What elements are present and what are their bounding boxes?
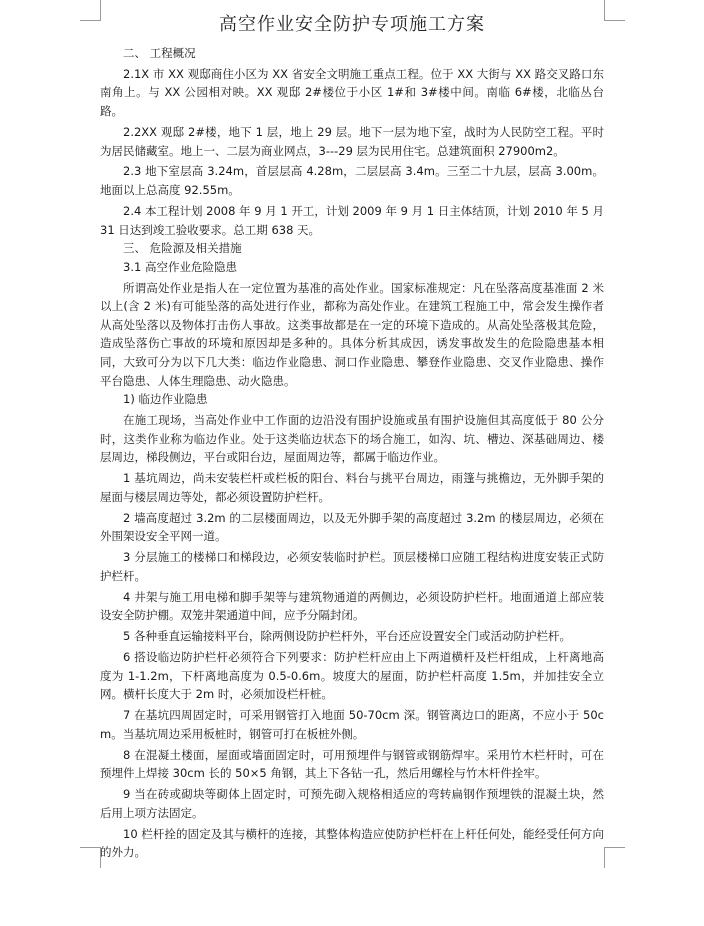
crop-mark-top-left (80, 0, 101, 21)
list-item-10: 10 栏杆拴的固定及其与横杆的连接，其整体构造应使防护栏杆在上杆任何处，能经受任何方向的外力。 (100, 826, 604, 860)
paragraph-definition: 所谓高处作业是指人在一定位置为基准的高处作业。国家标准规定：凡在坠落高度基准面 2 米以上(含 2 米)有可能坠落的高处进行作业，都称为高处作业。在建筑工程施工中，常会发生操作者从高处坠落以及物体打击伤人事故。这类事故都是在一定的环境下造成的。从高处坠落极其危险，造成坠落伤亡事故的环境和原因却是多种的。具体分析其成因，诱发事故发生的危险隐患基本相同，大致可分为以下几大类：临边作业隐患、洞口作业隐患、攀登作业隐患、交叉作业隐患、操作平台隐患、人体生理隐患、动火隐患。 (100, 280, 604, 388)
list-item-9: 9 当在砖或砌块等砌体上固定时，可预先砌入规格相适应的弯转扁钢作预埋铁的混凝土块，然后用上项方法固定。 (100, 787, 604, 820)
paragraph-2-3: 2.3 地下室层高 3.24m，首层层高 4.28m，二层层高 3.4m。三至二十九层，层高 3.00m。地面以上总高度 92.55m。 (100, 164, 604, 198)
crop-mark-top-right (604, 0, 625, 21)
list-item-1: 1 基坑周边，尚未安装栏杆或栏板的阳台、料台与挑平台周边，雨篷与挑檐边，无外脚手架的屋面与楼层周边等处，都必须设置防护栏杆。 (100, 471, 604, 504)
list-item-3: 3 分层施工的楼梯口和梯段边，必须安装临时护栏。顶层楼梯口应随工程结构进度安装正式防护栏杆。 (100, 550, 604, 583)
paragraph-2-1: 2.1X 市 XX 观邸商住小区为 XX 省安全文明施工重点工程。位于 XX 大街与 XX 路交叉路口东南角上。与 XX 公园相对映。XX 观邸 2#楼位于小区 1#和 3#楼中间。南临 6#楼，北临丛台路。 (100, 66, 604, 119)
list-item-6: 6 搭设临边防护栏杆必须符合下列要求：防护栏杆应由上下两道横杆及栏杆组成，上杆离地高度为 1-1.2m，下杆离地高度为 0.5-0.6m。坡度大的屋面，防护栏杆高度 1.5m，并加挂安全立网。横杆长度大于 2m 时，必须加设栏杆桩。 (100, 649, 604, 702)
list-item-5: 5 各种垂直运输接料平台，除两侧设防护栏杆外，平台还应设置安全门或活动防护栏杆。 (123, 629, 571, 644)
subheading-edge-work: 1) 临边作业隐患 (123, 392, 208, 407)
section-heading-hazards: 三、 危险源及相关措施 (123, 241, 242, 256)
paragraph-edge-work: 在施工现场，当高处作业中工作面的边沿没有围护设施或虽有围护设施但其高度低于 80 公分时，这类作业称为临边作业。处于这类临边状态下的场合施工，如沟、坑、槽边、深基础周边、楼层周边，梯段侧边，平台或阳台边，屋面周边等，都属于临边作业。 (100, 413, 604, 465)
section-heading-overview: 二、 工程概况 (123, 46, 196, 60)
subsection-heading-3-1: 3.1 高空作业危险隐患 (123, 259, 237, 274)
paragraph-2-4: 2.4 本工程计划 2008 年 9 月 1 开工，计划 2009 年 9 月 1 日主体结顶，计划 2010 年 5 月 31 日达到竣工验收要求。总工期 638 天。 (100, 203, 604, 237)
list-item-7: 7 在基坑四周固定时，可采用钢管打入地面 50-70cm 深。钢管离边口的距离，不应小于 50cm。当基坑周边采用板桩时，钢管可打在板桩外侧。 (100, 708, 604, 741)
document-page (100, 12, 604, 862)
list-item-4: 4 井架与施工用电梯和脚手架等与建筑物通道的两侧边，必须设防护栏杆。地面通道上部应装设安全防护棚。双笼井架通道中间，应予分隔封闭。 (100, 589, 604, 623)
document-title: 高空作业安全防护专项施工方案 (219, 14, 485, 35)
crop-mark-bottom-left (80, 847, 101, 868)
list-item-8: 8 在混凝土楼面，屋面或墙面固定时，可用预埋件与钢管或钢筋焊牢。采用竹木栏杆时，可在预埋件上焊接 30cm 长的 50×5 角钢，其上下各钻一孔，然后用螺栓与竹木杆件拴牢。 (100, 747, 604, 781)
list-item-2: 2 墙高度超过 3.2m 的二层楼面周边，以及无外脚手架的高度超过 3.2m 的楼层周边，必须在外围架设安全平网一道。 (100, 510, 604, 544)
crop-mark-bottom-right (604, 847, 625, 868)
paragraph-2-2: 2.2XX 观邸 2#楼，地下 1 层，地上 29 层。地下一层为地下室，战时为人民防空工程。平时为居民储藏室。地上一、二层为商业网点，3---29 层为民用住宅。总建筑面积 27900m2。 (100, 124, 604, 158)
